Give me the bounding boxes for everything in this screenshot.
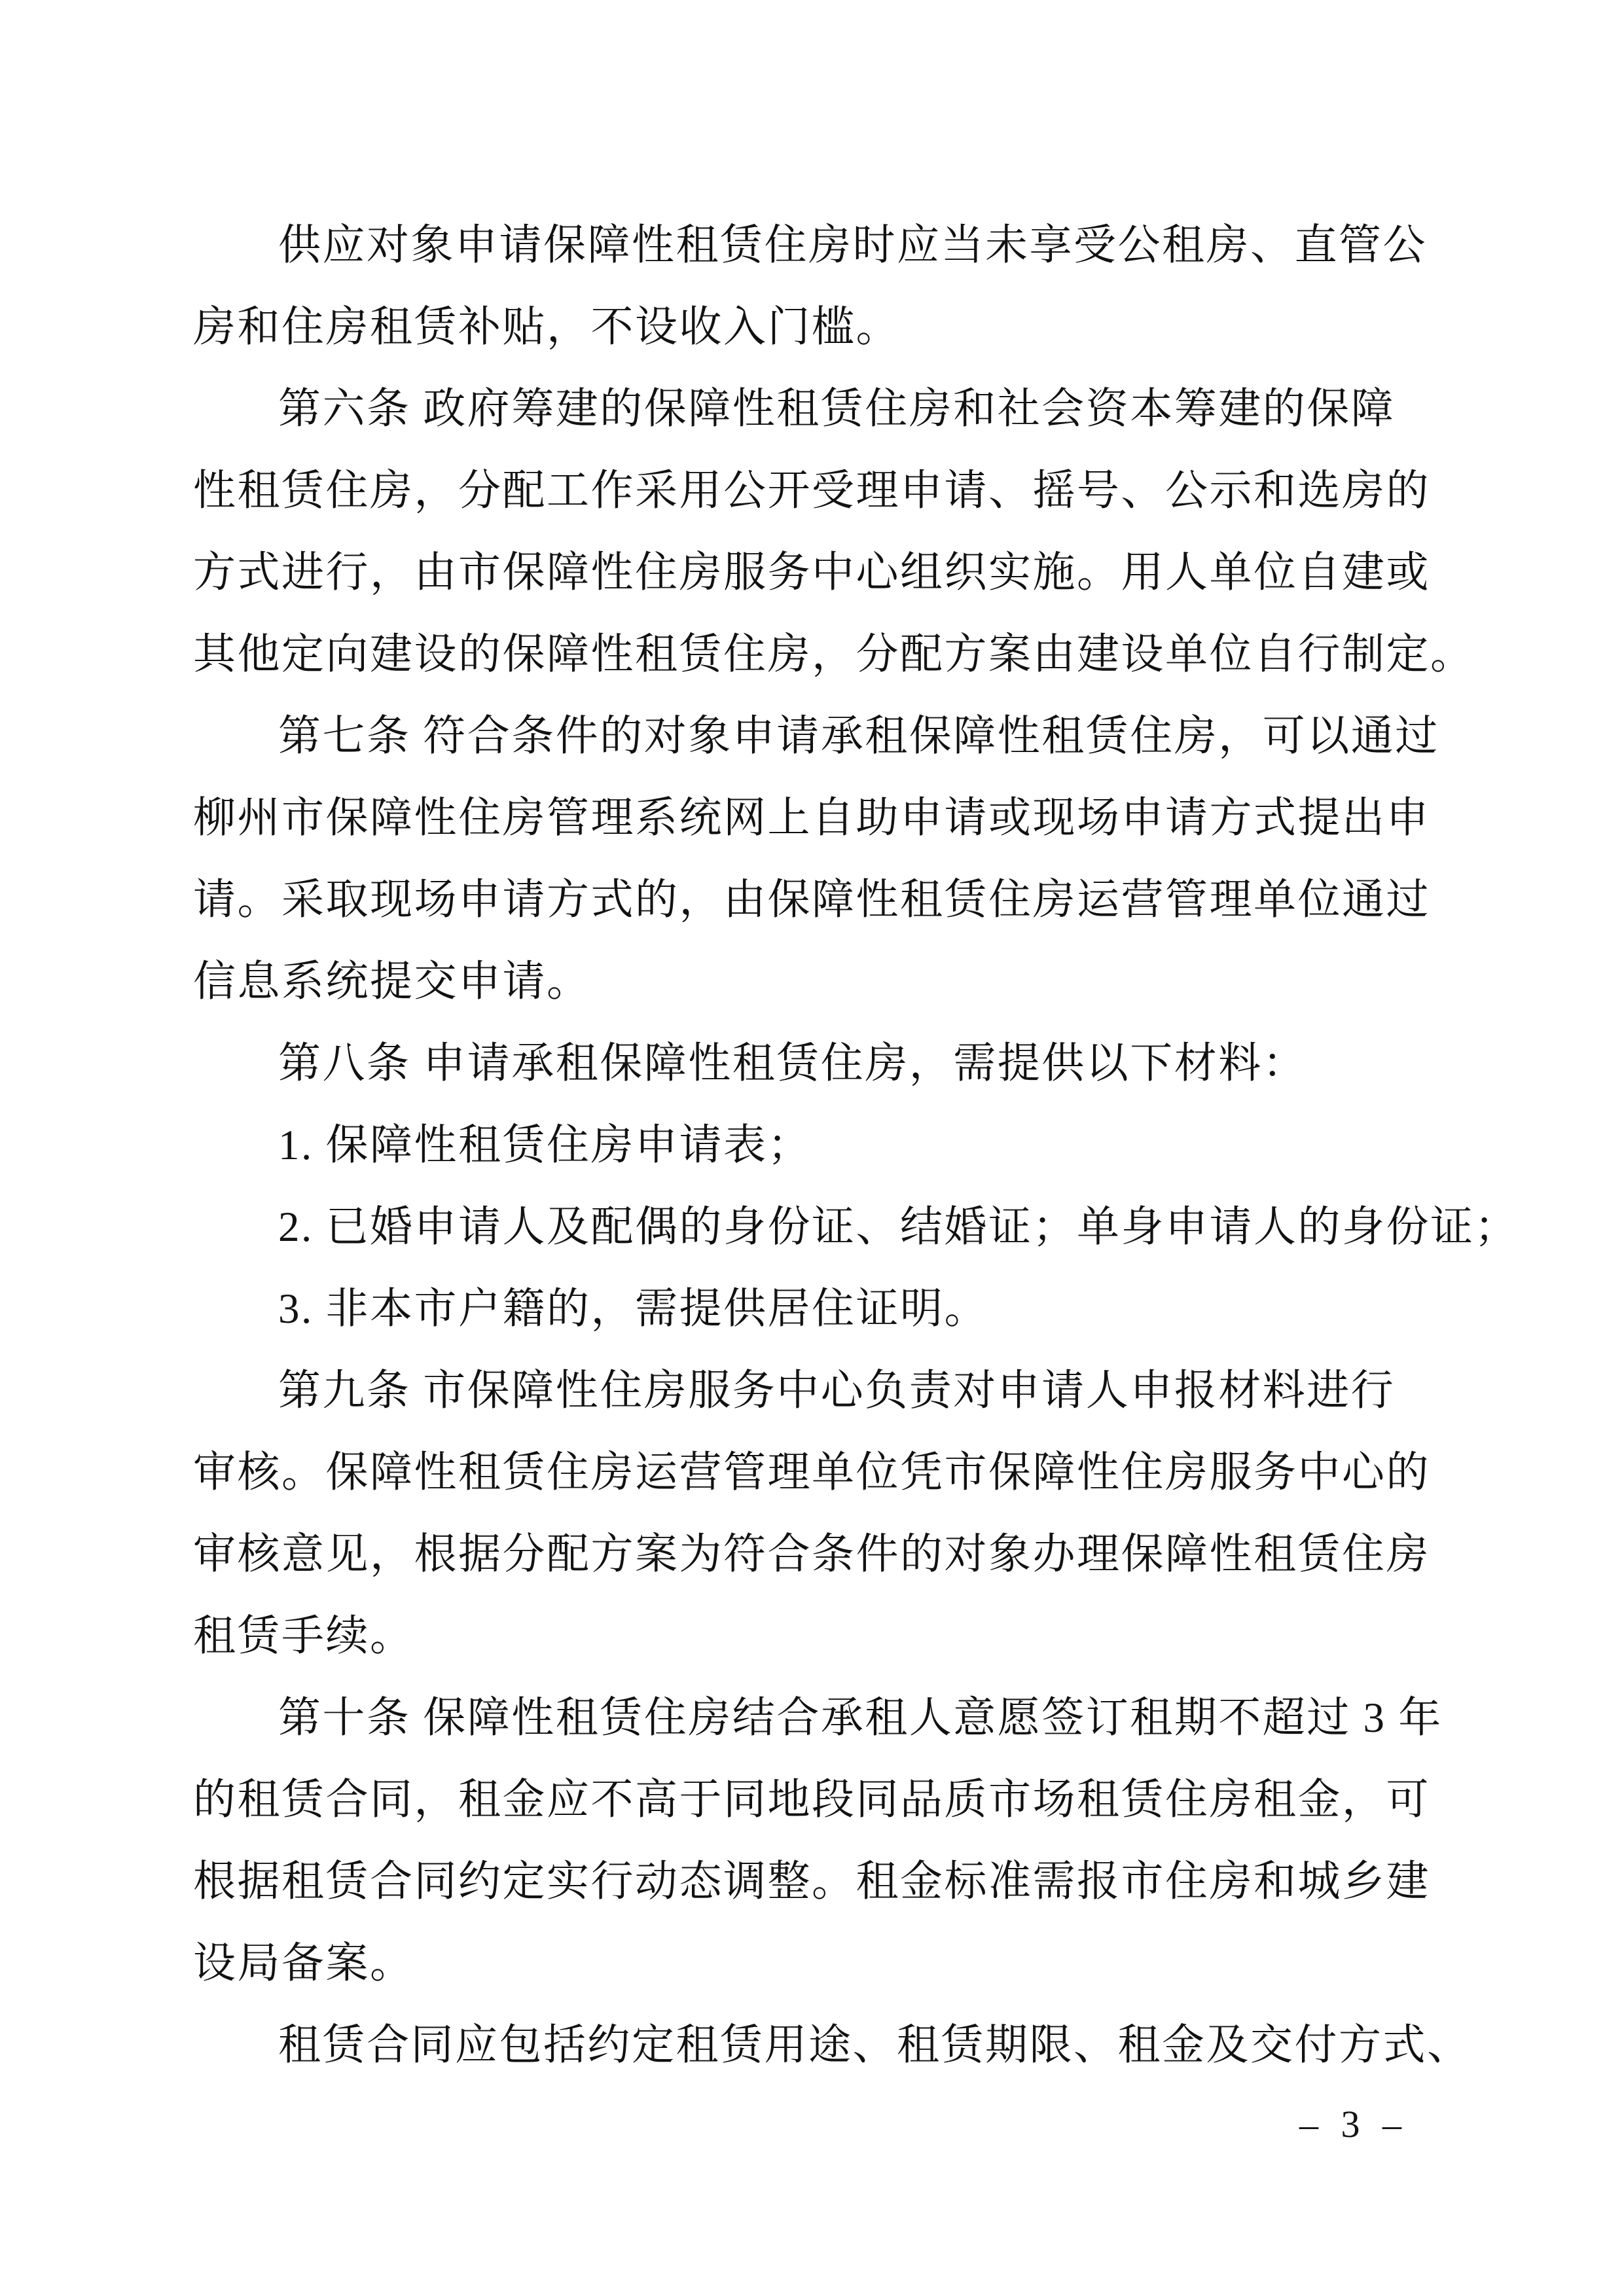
paragraph-line: 根据租赁合同约定实行动态调整。租金标准需报市住房和城乡建 [193, 1858, 1431, 1905]
paragraph-line: 供应对象申请保障性租赁住房时应当未享受公租房、直管公 [278, 222, 1428, 269]
paragraph-line: 请。采取现场申请方式的，由保障性租赁住房运营管理单位通过 [193, 876, 1431, 924]
paragraph-line: 性租赁住房，分配工作采用公开受理申请、摇号、公示和选房的 [193, 467, 1431, 514]
paragraph-line: 的租赁合同，租金应不高于同地段同品质市场租赁住房租金，可 [193, 1776, 1431, 1823]
paragraph-line: 信息系统提交申请。 [193, 958, 591, 1005]
document-body [193, 205, 1519, 2087]
list-item-2: 2. 已婚申请人及配偶的身份证、结婚证；单身申请人的身份证； [278, 1204, 1519, 1251]
page-number: – 3 – [1299, 2103, 1408, 2145]
paragraph-line: 方式进行，由市保障性住房服务中心组织实施。用人单位自建或 [193, 549, 1431, 596]
paragraph-line: 租赁手续。 [193, 1613, 414, 1660]
paragraph-line: 设局备案。 [193, 1940, 414, 1987]
article-7-line: 第七条 符合条件的对象申请承租保障性租赁住房，可以通过 [278, 713, 1439, 760]
paragraph-line: 其他定向建设的保障性租赁住房，分配方案由建设单位自行制定。 [193, 631, 1475, 678]
paragraph-line: 审核。保障性租赁住房运营管理单位凭市保障性住房服务中心的 [193, 1449, 1431, 1496]
paragraph-line: 房和住房租赁补贴，不设收入门槛。 [193, 304, 901, 351]
article-9-line: 第九条 市保障性住房服务中心负责对申请人申报材料进行 [278, 1367, 1396, 1414]
list-item-3: 3. 非本市户籍的，需提供居住证明。 [278, 1285, 989, 1333]
paragraph-line: 审核意见，根据分配方案为符合条件的对象办理保障性租赁住房 [193, 1531, 1431, 1578]
paragraph-line: 柳州市保障性住房管理系统网上自助申请或现场申请方式提出申 [193, 795, 1431, 842]
article-6-line: 第六条 政府筹建的保障性租赁住房和社会资本筹建的保障 [278, 386, 1396, 433]
article-8-line: 第八条 申请承租保障性租赁住房，需提供以下材料： [278, 1040, 1307, 1087]
paragraph-line: 租赁合同应包括约定租赁用途、租赁期限、租金及交付方式、 [278, 2022, 1471, 2069]
list-item-1: 1. 保障性租赁住房申请表； [278, 1122, 812, 1169]
article-10-line: 第十条 保障性租赁住房结合承租人意愿签订租期不超过 3 年 [278, 1695, 1443, 1742]
